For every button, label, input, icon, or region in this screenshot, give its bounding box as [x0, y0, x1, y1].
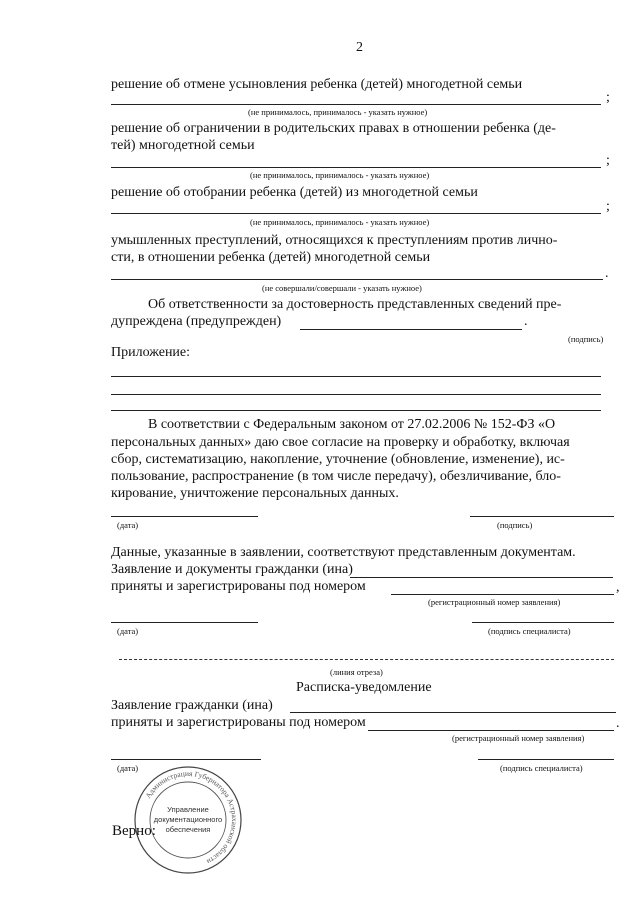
section-3-text: решение об отобрании ребенка (детей) из многодетной семьи: [111, 185, 478, 200]
cut-line: [119, 659, 614, 660]
responsibility-line-2: дупреждена (предупрежден): [111, 314, 282, 329]
attachment-label: Приложение:: [111, 345, 191, 360]
section-2-line-2: тей) многодетной семьи: [111, 138, 255, 153]
receipt-reg-line: [368, 730, 614, 731]
verification-name-line: [350, 577, 613, 578]
receipt-line-2: приняты и зарегистрированы под номером: [111, 715, 366, 730]
receipt-specialist-hint: (подпись специалиста): [500, 763, 583, 773]
receipt-date-hint: (дата): [117, 763, 139, 773]
period: .: [524, 314, 528, 329]
responsibility-signature-line: [300, 329, 522, 330]
consent-line-3: сбор, систематизацию, накопление, уточнение (обновление, изменение), ис-: [111, 452, 565, 467]
verification-date-line: [111, 622, 258, 623]
consent-line-5: кирование, уничтожение персональных данных.: [111, 486, 399, 501]
verification-specialist-hint: (подпись специалиста): [488, 626, 571, 636]
receipt-line-1: Заявление гражданки (ина): [111, 698, 273, 713]
attachment-line-1: [111, 376, 601, 377]
verification-line-1: Данные, указанные в заявлении, соответствуют представленным документам.: [111, 545, 576, 560]
section-4-line-2: сти, в отношении ребенка (детей) многодетной семьи: [111, 250, 431, 265]
semicolon: ;: [606, 199, 610, 214]
section-2-line-1: решение об ограничении в родительских правах в отношении ребенка (де-: [111, 121, 556, 136]
consent-signature-hint: (подпись): [497, 520, 533, 530]
semicolon: ;: [606, 90, 610, 105]
cut-line-label: (линия отреза): [330, 667, 383, 677]
attachment-line-3: [111, 410, 601, 411]
receipt-title: Расписка-уведомление: [296, 680, 432, 695]
semicolon: ;: [606, 153, 610, 168]
stamp-line-2: документационного: [153, 815, 223, 824]
consent-line-4: пользование, распространение (в том числе передачу), обезличивание, бло-: [111, 469, 561, 484]
section-4-line-1: умышленных преступлений, относящихся к преступлениям против лично-: [111, 233, 558, 248]
section-2-hint: (не принималось, принималось - указать нужное): [250, 170, 430, 180]
receipt-name-line: [290, 712, 616, 713]
consent-date-hint: (дата): [117, 520, 139, 530]
verification-line-2: Заявление и документы гражданки (ина): [111, 562, 353, 577]
section-3-fill-line: [111, 213, 601, 214]
verification-date-hint: (дата): [117, 626, 139, 636]
section-1-hint: (не принималось, принималось - указать нужное): [248, 107, 428, 117]
comma: ,: [616, 580, 620, 595]
stamp-line-1: Управление: [167, 805, 209, 814]
responsibility-line-1: Об ответственности за достоверность представленных сведений пре-: [148, 297, 562, 312]
period: .: [616, 716, 620, 731]
certification-label: Верно:: [112, 823, 156, 839]
period: .: [605, 266, 609, 281]
consent-signature-line: [470, 516, 614, 517]
receipt-reg-hint: (регистрационный номер заявления): [452, 733, 585, 743]
section-2-fill-line: [111, 167, 601, 168]
section-1-fill-line: [111, 104, 601, 105]
receipt-date-line: [111, 759, 261, 760]
responsibility-signature-hint: (подпись): [568, 334, 604, 344]
official-stamp: [132, 764, 244, 876]
section-4-hint: (не совершали/совершали - указать нужное): [262, 283, 422, 293]
section-3-hint: (не принималось, принималось - указать нужное): [250, 217, 430, 227]
section-4-fill-line: [111, 279, 603, 280]
verification-reg-hint: (регистрационный номер заявления): [428, 597, 561, 607]
section-1-text: решение об отмене усыновления ребенка (детей) многодетной семьи: [111, 77, 523, 92]
stamp-ring-text: Администрация Губернатора Астраханской области: [143, 768, 240, 867]
page-number: 2: [356, 40, 363, 55]
consent-line-2: персональных данных» даю свое согласие на проверку и обработку, включая: [111, 435, 570, 450]
verification-specialist-line: [472, 622, 614, 623]
attachment-line-2: [111, 394, 601, 395]
consent-line-1: В соответствии с Федеральным законом от 27.02.2006 № 152-ФЗ «О: [148, 417, 556, 432]
verification-reg-line: [391, 594, 614, 595]
receipt-specialist-line: [478, 759, 614, 760]
consent-date-line: [111, 516, 258, 517]
stamp-line-3: обеспечения: [165, 825, 211, 834]
verification-line-3: приняты и зарегистрированы под номером: [111, 579, 366, 594]
